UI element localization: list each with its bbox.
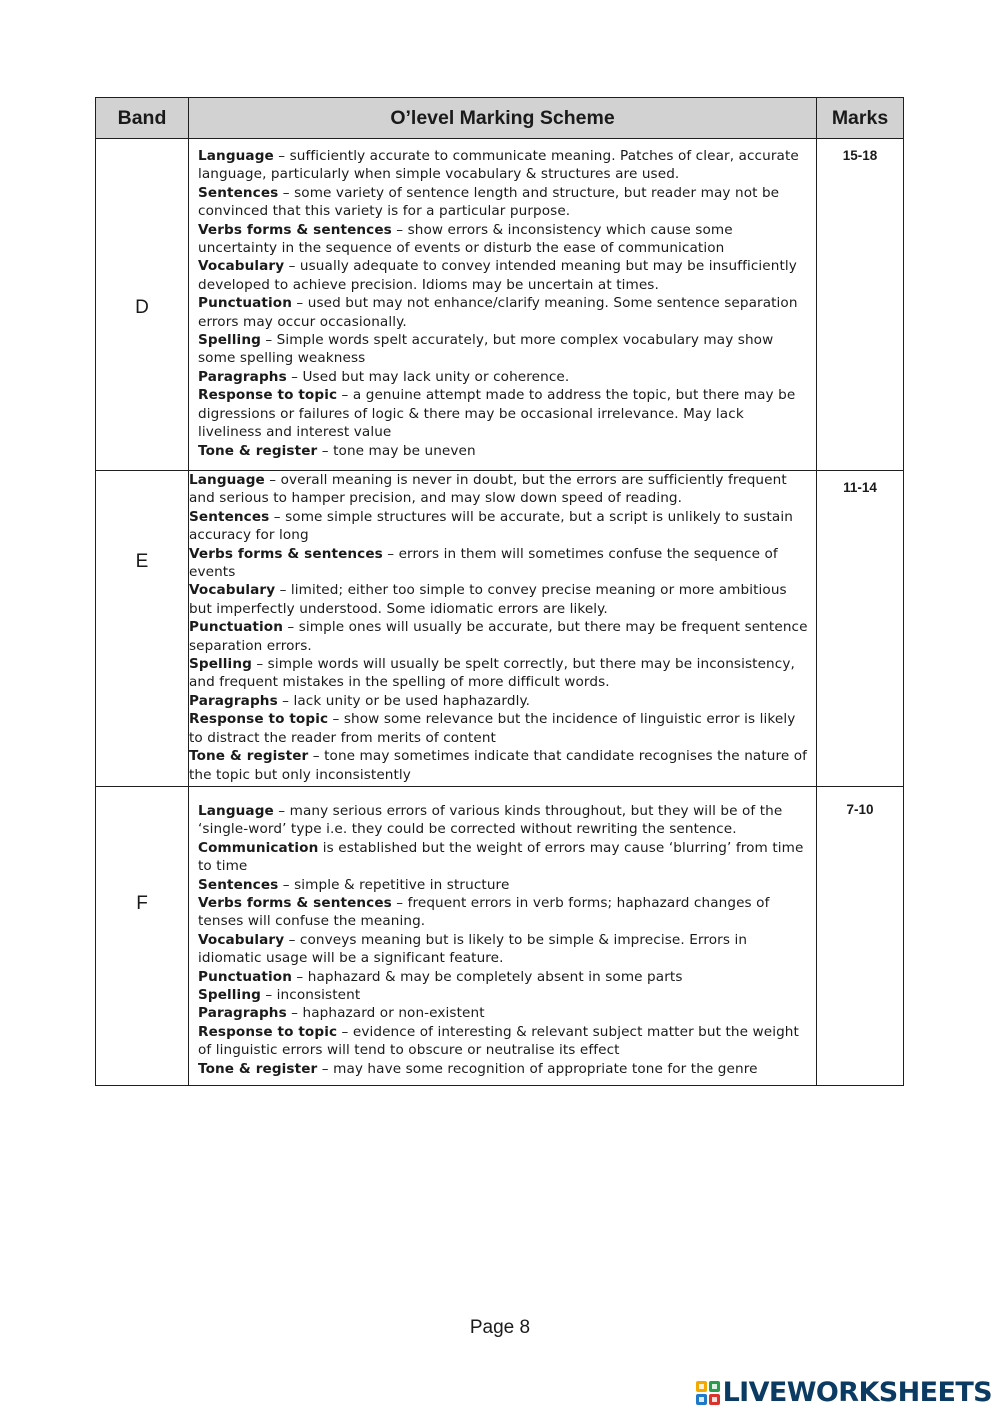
criterion-item [198, 294, 808, 331]
criterion-text: – a genuine attempt made to address the topic, but there may be digressions or failures of logic & there may be occasional irrelevance. May lack liveliness and interest value [198, 387, 796, 441]
criterion-item [198, 221, 808, 258]
criterion-text: – errors in them will sometimes confuse the sequence of events [189, 545, 778, 581]
criterion-text: – lack unity or be used haphazardly. [277, 692, 531, 709]
criterion-item [189, 655, 810, 692]
criterion-label: Response to topic [189, 711, 329, 728]
criterion-text: – may have some recognition of appropriate tone for the genre [317, 1060, 758, 1077]
criterion-text: – Used but may lack unity or coherence. [286, 368, 570, 385]
criterion-text: – some simple structures will be accurate, but a script is unlikely to sustain accuracy for long [189, 508, 793, 544]
criterion-item [198, 894, 808, 931]
marks-range: 15-18 [817, 139, 904, 471]
table-header-row [96, 98, 904, 139]
criterion-item [198, 147, 808, 184]
page-number: Page 8 [469, 1317, 531, 1338]
criterion-item [189, 545, 810, 582]
criterion-item [198, 986, 808, 1004]
criterion-label: Paragraphs [198, 1005, 287, 1022]
criterion-label: Response to topic [198, 387, 338, 404]
band-label: D [96, 139, 189, 471]
criterion-item [198, 386, 808, 441]
criterion-text: – inconsistent [260, 987, 361, 1004]
criterion-label: Sentences [198, 876, 279, 893]
criterion-item [189, 581, 810, 618]
criterion-label: Sentences [189, 508, 270, 525]
criterion-text: – simple & repetitive in structure [278, 876, 510, 893]
criterion-label: Tone & register [198, 1060, 318, 1077]
band-row-d [96, 139, 904, 471]
criterion-text: – tone may sometimes indicate that candidate recognises the nature of the topic but only inconsistently [189, 748, 808, 783]
band-label: F [96, 787, 189, 1086]
criterion-label: Verbs forms & sentences [198, 895, 392, 912]
criterion-item [189, 747, 810, 784]
criterion-label: Verbs forms & sentences [189, 545, 383, 562]
criterion-label: Language [198, 148, 274, 164]
criterion-item [198, 931, 808, 968]
criterion-label: Spelling [198, 987, 261, 1004]
criterion-label: Vocabulary [198, 258, 285, 275]
criterion-label: Vocabulary [189, 582, 276, 599]
criterion-item [189, 471, 810, 508]
criterion-item [198, 331, 808, 368]
liveworksheets-logo-icon [695, 1380, 721, 1406]
criterion-text: – show some relevance but the incidence of linguistic error is likely to distract the reader from merits of content [189, 711, 796, 746]
criterion-text: – show errors & inconsistency which cause some uncertainty in the sequence of events or disturb the ease of communication [198, 221, 733, 257]
criterion-label: Punctuation [198, 968, 292, 985]
criterion-label: Spelling [189, 656, 252, 673]
criterion-text: – haphazard or non-existent [286, 1005, 485, 1022]
criterion-item [198, 968, 808, 986]
criterion-label: Communication [198, 839, 319, 856]
criterion-item [189, 710, 810, 747]
criterion-text: is established but the weight of errors may cause ‘blurring’ from time to time [198, 839, 804, 875]
band-row-f [96, 787, 904, 1086]
criteria-list [189, 471, 817, 787]
criterion-text: – usually adequate to convey intended meaning but may be insufficiently developed to achieve precision. Idioms may be uncertain at times. [198, 258, 797, 293]
criterion-item [198, 876, 808, 894]
criterion-text: – some variety of sentence length and structure, but reader may not be convinced that this variety is for a particular purpose. [198, 184, 780, 220]
criterion-item [198, 184, 808, 221]
criterion-item [198, 1004, 808, 1022]
criterion-item [189, 508, 810, 545]
criterion-item [198, 802, 808, 839]
band-label: E [96, 471, 189, 787]
criteria-list [189, 787, 817, 1086]
criterion-text: – many serious errors of various kinds throughout, but they will be of the ‘single-word’ type i.e. they could be corrected without rewriting the sentence. [198, 803, 783, 838]
marks-range: 11-14 [817, 471, 904, 787]
scheme-column-header: O’level Marking Scheme [189, 98, 817, 139]
criterion-item [198, 442, 808, 460]
criterion-text: – conveys meaning but is likely to be simple & imprecise. Errors in idiomatic usage will be a significant feature. [198, 931, 748, 967]
criterion-label: Punctuation [189, 619, 283, 636]
criterion-label: Paragraphs [189, 692, 278, 709]
marks-range: 7-10 [817, 787, 904, 1086]
criterion-label: Punctuation [198, 295, 292, 312]
criterion-text: – limited; either too simple to convey precise meaning or more ambitious but imperfectly understood. Some idiomatic errors are likely. [189, 582, 787, 617]
criterion-label: Verbs forms & sentences [198, 221, 392, 238]
criterion-item [198, 257, 808, 294]
criterion-label: Vocabulary [198, 931, 285, 948]
criterion-text: – Simple words spelt accurately, but more complex vocabulary may show some spelling weakness [198, 332, 774, 367]
criterion-text: – used but may not enhance/clarify meaning. Some sentence separation errors may occur occasionally. [198, 295, 798, 330]
band-row-e [96, 471, 904, 787]
marking-scheme-table [95, 97, 904, 1086]
criterion-label: Tone & register [198, 442, 318, 459]
criterion-item [198, 368, 808, 386]
criterion-text: – tone may be uneven [317, 442, 476, 459]
criterion-label: Language [189, 472, 265, 488]
criterion-text: – haphazard & may be completely absent in some parts [292, 968, 683, 985]
criterion-label: Spelling [198, 332, 261, 349]
criterion-text: – evidence of interesting & relevant subject matter but the weight of linguistic errors will tend to obscure or neutralise its effect [198, 1023, 799, 1059]
criterion-item [189, 692, 810, 710]
criterion-text: – simple ones will usually be accurate, but there may be frequent sentence separation errors. [189, 619, 808, 654]
criterion-item [198, 839, 808, 876]
criterion-label: Response to topic [198, 1023, 338, 1040]
criterion-item [198, 1060, 808, 1078]
brand-name: LIVEWORKSHEETS [722, 1377, 992, 1408]
liveworksheets-brand[interactable] [695, 1378, 992, 1408]
criterion-text: – overall meaning is never in doubt, but the errors are sufficiently frequent and serious to hamper precision, and may slow down speed of reading. [189, 472, 787, 507]
criterion-label: Language [198, 803, 274, 819]
criterion-text: – frequent errors in verb forms; haphazard changes of tenses will confuse the meaning. [198, 895, 770, 930]
criterion-text: – simple words will usually be spelt correctly, but there may be inconsistency, and frequent mistakes in the spelling of more difficult words. [189, 656, 795, 691]
criterion-label: Tone & register [189, 748, 309, 765]
criterion-label: Paragraphs [198, 368, 287, 385]
criteria-list [189, 139, 817, 471]
band-column-header: Band [96, 98, 189, 139]
criterion-text: – sufficiently accurate to communicate meaning. Patches of clear, accurate language, particularly when simple vocabulary & structures are used. [198, 148, 799, 183]
criterion-item [189, 618, 810, 655]
marks-column-header: Marks [817, 98, 904, 139]
criterion-item [198, 1023, 808, 1060]
criterion-label: Sentences [198, 184, 279, 201]
